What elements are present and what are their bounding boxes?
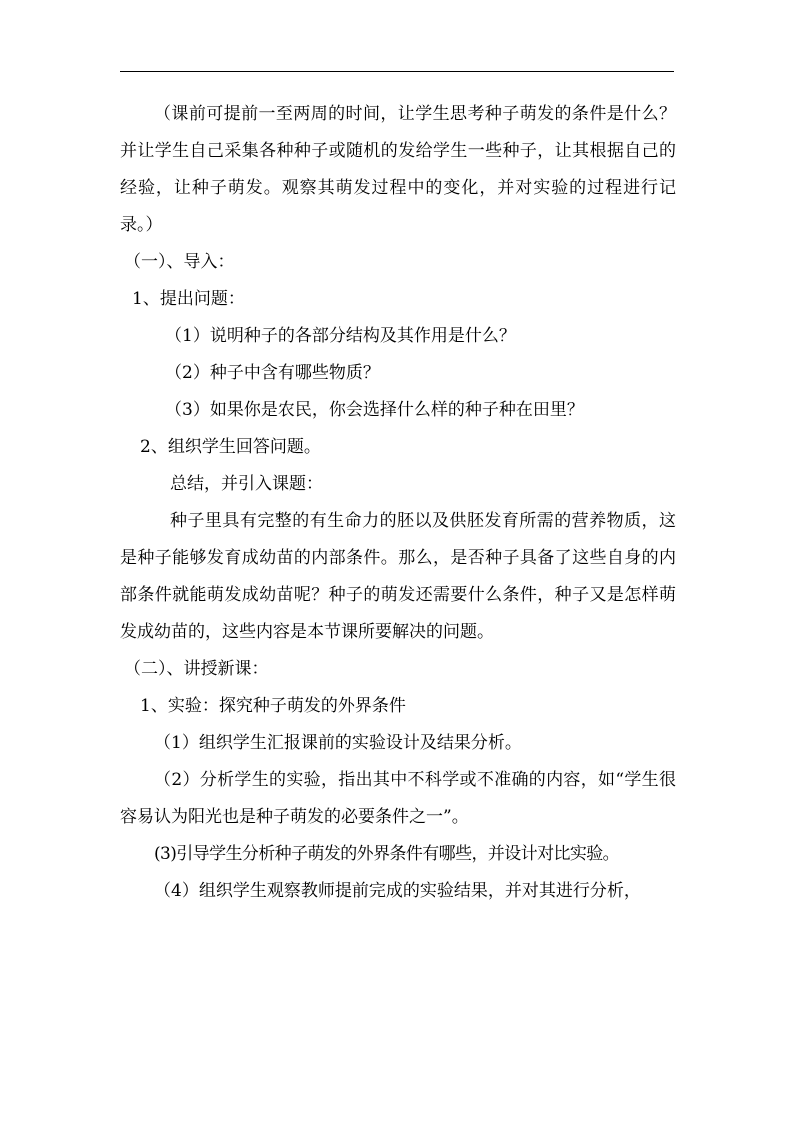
- list-item: （4）组织学生观察教师提前完成的实验结果，并对其进行分析，: [154, 881, 641, 901]
- list-item: （1）组织学生汇报课前的实验设计及结果分析。: [154, 733, 522, 753]
- summary-lead: 总结，并引入课题：: [170, 474, 323, 494]
- intro-paragraph: （课前可提前一至两周的时间，让学生思考种子萌发的条件是什么？并让学生自己采集各种种子或随机的发给学生一些种子，让其根据自己的经验，让种子萌发。观察其萌发过程中的变化，并对实验的过程进行记录。）: [120, 104, 676, 235]
- header-rule: [120, 71, 674, 72]
- section-heading-new-lesson: （二）、讲授新课：: [124, 659, 269, 679]
- document-body: [120, 96, 676, 910]
- list-item: 1、实验：探究种子萌发的外界条件: [140, 696, 406, 716]
- summary-paragraph: 种子里具有完整的有生命力的胚以及供胚发育所需的营养物质，这是种子能够发育成幼苗的内部条件。那么，是否种子具备了这些自身的内部条件就能萌发成幼苗呢？种子的萌发还需要什么条件，种子又是怎样萌发成幼苗的，这些内容是本节课所要解决的问题。: [120, 511, 676, 642]
- list-item: 1、提出问题：: [132, 289, 245, 309]
- list-item: （1）说明种子的各部分结构及其作用是什么？: [165, 326, 516, 346]
- list-item: （2）种子中含有哪些物质？: [165, 363, 380, 383]
- list-item: （2）分析学生的实验，指出其中不科学或不准确的内容，如“学生很容易认为阳光也是种子萌发的必要条件之一”。: [120, 770, 676, 827]
- list-item: （3）如果你是农民，你会选择什么样的种子种在田里？: [165, 400, 584, 420]
- list-item: (3)引导学生分析种子萌发的外界条件有哪些，并设计对比实验。: [154, 844, 620, 864]
- list-item: 2、组织学生回答问题。: [140, 437, 321, 457]
- section-heading-intro: （一）、导入：: [124, 252, 235, 272]
